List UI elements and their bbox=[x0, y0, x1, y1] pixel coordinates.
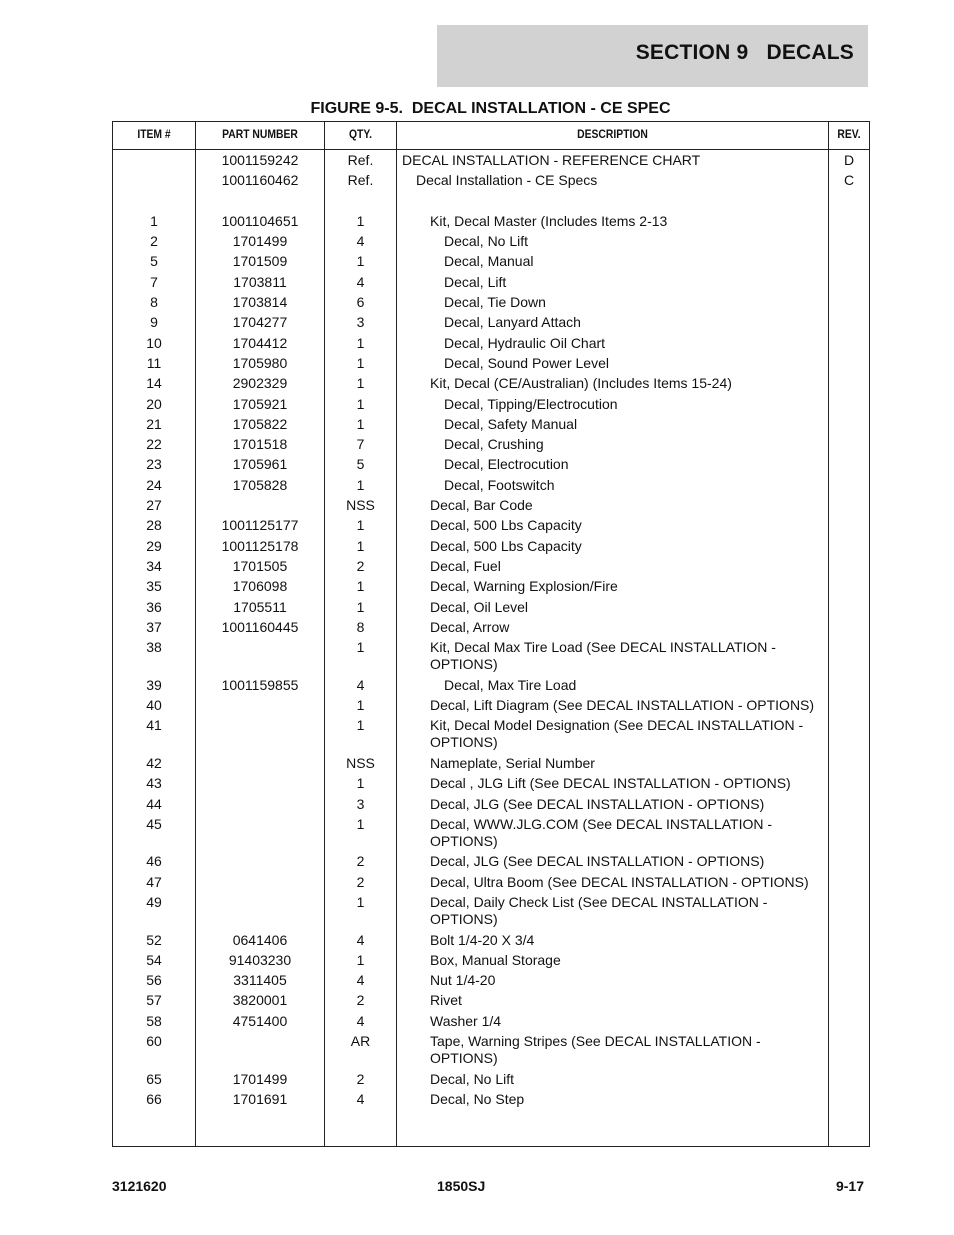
description-cell: Decal, No Lift bbox=[430, 1070, 515, 1087]
part-number-cell: 1701505 bbox=[232, 557, 288, 574]
part-number-cell: 1001160445 bbox=[221, 618, 299, 635]
description-cell: Nut 1/4-20 bbox=[430, 972, 496, 989]
description-cell: Decal, Arrow bbox=[430, 618, 510, 635]
item-cell: 57 bbox=[146, 992, 162, 1009]
qty-cell: 1 bbox=[356, 815, 365, 832]
description-cell: Decal, Oil Level bbox=[430, 598, 529, 615]
description-cell: Decal, Tipping/Electrocution bbox=[444, 395, 618, 412]
table-row bbox=[113, 211, 869, 231]
item-cell: 38 bbox=[146, 639, 162, 656]
item-cell: 14 bbox=[146, 375, 162, 392]
description-cell: Decal, Fuel bbox=[430, 557, 501, 574]
qty-cell: 1 bbox=[356, 639, 365, 656]
part-number-cell: 1001125178 bbox=[221, 537, 299, 554]
qty-cell: 4 bbox=[356, 233, 365, 250]
description-cell: Decal, Crushing bbox=[444, 436, 544, 453]
item-cell: 35 bbox=[146, 578, 162, 595]
item-cell: 54 bbox=[146, 951, 162, 968]
description-cell: Tape, Warning Stripes (See DECAL INSTALLATION - OPTIONS) bbox=[430, 1033, 761, 1067]
table-row bbox=[113, 414, 869, 434]
item-cell: 37 bbox=[146, 618, 162, 635]
footer-model: 1850SJ bbox=[437, 1178, 486, 1194]
qty-cell: 1 bbox=[356, 395, 365, 412]
description-cell: Rivet bbox=[430, 992, 462, 1009]
table-row bbox=[113, 333, 869, 353]
description-cell: Decal, JLG (See DECAL INSTALLATION - OPTIONS) bbox=[430, 853, 765, 870]
table-row bbox=[113, 1031, 869, 1069]
qty-cell: 3 bbox=[356, 795, 365, 812]
table-row bbox=[113, 353, 869, 373]
qty-cell: 1 bbox=[356, 212, 365, 229]
qty-cell: 1 bbox=[356, 415, 365, 432]
part-number-cell: 1001125177 bbox=[221, 517, 299, 534]
rev-cell: C bbox=[843, 172, 855, 189]
item-cell: 5 bbox=[150, 253, 158, 270]
description-cell: Decal, No Lift bbox=[444, 233, 529, 250]
qty-cell: 1 bbox=[356, 476, 365, 493]
item-cell: 47 bbox=[146, 873, 162, 890]
part-number-cell: 1701509 bbox=[232, 253, 288, 270]
table-row bbox=[113, 475, 869, 495]
part-number-cell: 2902329 bbox=[232, 375, 288, 392]
item-cell: 39 bbox=[146, 676, 162, 693]
description-cell: Box, Manual Storage bbox=[430, 951, 561, 968]
qty-cell: 1 bbox=[356, 375, 365, 392]
item-cell: 45 bbox=[146, 815, 162, 832]
item-cell: 20 bbox=[146, 395, 162, 412]
figure-title: FIGURE 9-5. DECAL INSTALLATION - CE SPEC bbox=[310, 100, 671, 117]
section-banner bbox=[437, 25, 868, 87]
table-row bbox=[113, 990, 869, 1010]
qty-cell: 1 bbox=[356, 598, 365, 615]
table-row bbox=[113, 373, 869, 393]
item-cell: 58 bbox=[146, 1012, 162, 1029]
table-row bbox=[113, 312, 869, 332]
table-row bbox=[113, 454, 869, 474]
description-cell: Nameplate, Serial Number bbox=[430, 754, 595, 771]
table-row bbox=[113, 930, 869, 950]
table-body bbox=[113, 150, 869, 1109]
description-cell: Decal, No Step bbox=[430, 1090, 525, 1107]
qty-cell: 2 bbox=[356, 557, 365, 574]
qty-cell: 1 bbox=[356, 951, 365, 968]
item-cell: 52 bbox=[146, 931, 162, 948]
description-cell: Bolt 1/4-20 X 3/4 bbox=[430, 931, 535, 948]
description-cell: Kit, Decal Master (Includes Items 2-13 bbox=[430, 212, 668, 229]
part-number-cell: 1001104651 bbox=[221, 212, 299, 229]
part-number-cell: 0641406 bbox=[232, 931, 288, 948]
qty-cell: 2 bbox=[356, 873, 365, 890]
table-row bbox=[113, 617, 869, 637]
part-number-cell: 1703814 bbox=[232, 294, 288, 311]
item-cell: 60 bbox=[146, 1033, 162, 1050]
table-row bbox=[113, 773, 869, 793]
qty-cell: 4 bbox=[356, 972, 365, 989]
item-cell: 36 bbox=[146, 598, 162, 615]
qty-cell: 4 bbox=[356, 1012, 365, 1029]
qty-cell: 1 bbox=[356, 578, 365, 595]
table-row bbox=[113, 892, 869, 930]
part-number-cell: 4751400 bbox=[232, 1012, 288, 1029]
rev-cell: D bbox=[843, 152, 855, 168]
item-cell: 23 bbox=[146, 456, 162, 473]
part-number-cell: 1705921 bbox=[232, 395, 288, 412]
qty-cell: 6 bbox=[356, 294, 365, 311]
item-cell: 9 bbox=[150, 314, 158, 331]
item-cell: 66 bbox=[146, 1090, 162, 1107]
item-cell: 7 bbox=[150, 273, 158, 290]
description-cell: DECAL INSTALLATION - REFERENCE CHART bbox=[402, 152, 701, 168]
table-row bbox=[113, 695, 869, 715]
item-cell: 28 bbox=[146, 517, 162, 534]
item-cell: 46 bbox=[146, 853, 162, 870]
item-cell: 43 bbox=[146, 775, 162, 792]
table-row bbox=[113, 597, 869, 617]
table-row bbox=[113, 434, 869, 454]
description-cell: Decal, Max Tire Load bbox=[444, 676, 577, 693]
qty-cell: 1 bbox=[356, 697, 365, 714]
table-row bbox=[113, 1011, 869, 1031]
qty-cell: Ref. bbox=[347, 152, 374, 168]
part-number-cell: 1705511 bbox=[233, 598, 287, 615]
qty-cell: 2 bbox=[356, 853, 365, 870]
item-cell: 24 bbox=[146, 476, 162, 493]
description-cell: Kit, Decal Max Tire Load (See DECAL INSTALLATION - OPTIONS) bbox=[430, 639, 776, 673]
part-number-cell: 1704277 bbox=[232, 314, 288, 331]
part-number-cell: 3820001 bbox=[232, 992, 288, 1009]
qty-cell: 5 bbox=[356, 456, 365, 473]
part-number-cell: 1001160462 bbox=[221, 172, 299, 189]
part-number-cell: 1701499 bbox=[232, 1070, 288, 1087]
table-row bbox=[113, 576, 869, 596]
footer-doc-number: 3121620 bbox=[112, 1178, 167, 1194]
table-row bbox=[113, 950, 869, 970]
description-cell: Decal, Footswitch bbox=[444, 476, 555, 493]
qty-cell: 4 bbox=[356, 931, 365, 948]
description-cell: Decal, Daily Check List (See DECAL INSTALLATION - OPTIONS) bbox=[430, 893, 768, 927]
table-row bbox=[113, 1089, 869, 1109]
header-qty: QTY. bbox=[348, 129, 373, 141]
qty-cell: 1 bbox=[356, 717, 365, 734]
qty-cell: 4 bbox=[356, 1090, 365, 1107]
part-number-cell: 1704412 bbox=[232, 334, 288, 351]
description-cell: Decal, Sound Power Level bbox=[444, 354, 609, 371]
part-number-cell: 91403230 bbox=[228, 951, 292, 968]
part-number-cell: 1001159855 bbox=[221, 676, 299, 693]
item-cell: 11 bbox=[146, 354, 162, 371]
footer-page-number: 9-17 bbox=[835, 1178, 864, 1194]
table-row bbox=[113, 251, 869, 271]
item-cell: 8 bbox=[150, 294, 158, 311]
table-row bbox=[113, 170, 869, 190]
qty-cell: NSS bbox=[346, 497, 375, 514]
part-number-cell: 3311405 bbox=[233, 972, 287, 989]
qty-cell: 1 bbox=[356, 253, 365, 270]
table-row bbox=[113, 851, 869, 871]
qty-cell: AR bbox=[350, 1033, 371, 1050]
table-row bbox=[113, 292, 869, 312]
table-row bbox=[113, 872, 869, 892]
table-row bbox=[113, 231, 869, 251]
description-cell: Kit, Decal (CE/Australian) (Includes Items 15-24) bbox=[430, 375, 732, 392]
table-row bbox=[113, 814, 869, 852]
description-cell: Decal, Bar Code bbox=[430, 497, 533, 514]
qty-cell: 2 bbox=[356, 992, 365, 1009]
table-row bbox=[113, 794, 869, 814]
item-cell: 29 bbox=[146, 537, 162, 554]
table-row bbox=[113, 556, 869, 576]
description-cell: Decal, Ultra Boom (See DECAL INSTALLATION - OPTIONS) bbox=[430, 873, 809, 890]
description-cell: Decal, Hydraulic Oil Chart bbox=[444, 334, 606, 351]
part-number-cell: 1705822 bbox=[232, 415, 288, 432]
item-cell: 2 bbox=[150, 233, 158, 250]
description-cell: Decal, Tie Down bbox=[444, 294, 546, 311]
description-cell: Kit, Decal Model Designation (See DECAL INSTALLATION - OPTIONS) bbox=[430, 717, 804, 751]
description-cell: Decal, Warning Explosion/Fire bbox=[430, 578, 618, 595]
description-cell: Decal, Electrocution bbox=[444, 456, 569, 473]
qty-cell: 1 bbox=[356, 354, 365, 371]
item-cell: 65 bbox=[146, 1070, 162, 1087]
qty-cell: NSS bbox=[346, 754, 375, 771]
item-cell: 44 bbox=[146, 795, 162, 812]
item-cell: 42 bbox=[146, 754, 162, 771]
description-cell: Decal , JLG Lift (See DECAL INSTALLATION - OPTIONS) bbox=[430, 775, 791, 792]
description-cell: Washer 1/4 bbox=[430, 1012, 502, 1029]
description-cell: Decal, Lanyard Attach bbox=[444, 314, 581, 331]
description-cell: Decal, Lift Diagram (See DECAL INSTALLATION - OPTIONS) bbox=[430, 697, 815, 714]
part-number-cell: 1705980 bbox=[232, 354, 288, 371]
qty-cell: 1 bbox=[356, 537, 365, 554]
item-cell: 21 bbox=[146, 415, 162, 432]
qty-cell: Ref. bbox=[347, 172, 374, 189]
description-cell: Decal, 500 Lbs Capacity bbox=[430, 537, 582, 554]
item-cell: 22 bbox=[146, 436, 162, 453]
section-title: SECTION 9 DECALS bbox=[635, 41, 854, 64]
part-number-cell: 1001159242 bbox=[221, 152, 299, 168]
part-number-cell: 1701518 bbox=[232, 436, 288, 453]
table-row bbox=[113, 970, 869, 990]
item-cell: 10 bbox=[146, 334, 162, 351]
qty-cell: 1 bbox=[356, 893, 365, 910]
qty-cell: 4 bbox=[356, 273, 365, 290]
table-row bbox=[113, 753, 869, 773]
description-cell: Decal, WWW.JLG.COM (See DECAL INSTALLATION - OPTIONS) bbox=[430, 815, 773, 849]
qty-cell: 2 bbox=[356, 1070, 365, 1087]
item-cell: 1 bbox=[150, 212, 158, 229]
table-row bbox=[113, 536, 869, 556]
qty-cell: 1 bbox=[356, 775, 365, 792]
part-number-cell: 1701499 bbox=[232, 233, 288, 250]
table-row bbox=[113, 675, 869, 695]
table-row bbox=[113, 272, 869, 292]
qty-cell: 7 bbox=[356, 436, 365, 453]
table-row-spacer bbox=[113, 191, 869, 211]
table-row bbox=[113, 150, 869, 170]
header-description: DESCRIPTION bbox=[577, 129, 648, 141]
header-rev: REV. bbox=[837, 129, 861, 141]
item-cell: 49 bbox=[146, 893, 162, 910]
description-cell: Decal, Manual bbox=[444, 253, 534, 270]
qty-cell: 1 bbox=[356, 517, 365, 534]
description-cell: Decal, 500 Lbs Capacity bbox=[430, 517, 582, 534]
table-row bbox=[113, 495, 869, 515]
header-item: ITEM # bbox=[137, 129, 171, 141]
description-cell: Decal, Lift bbox=[444, 273, 507, 290]
part-number-cell: 1705828 bbox=[232, 476, 288, 493]
part-number-cell: 1706098 bbox=[232, 578, 288, 595]
item-cell: 40 bbox=[146, 697, 162, 714]
qty-cell: 8 bbox=[356, 618, 365, 635]
description-cell: Decal, JLG (See DECAL INSTALLATION - OPTIONS) bbox=[430, 795, 765, 812]
description-cell: Decal, Safety Manual bbox=[444, 415, 578, 432]
table-row bbox=[113, 715, 869, 753]
part-number-cell: 1703811 bbox=[233, 273, 287, 290]
table-row bbox=[113, 394, 869, 414]
description-cell: Decal Installation - CE Specs bbox=[416, 172, 598, 189]
parts-table bbox=[112, 121, 870, 1147]
header-part-number: PART NUMBER bbox=[222, 129, 298, 141]
part-number-cell: 1705961 bbox=[232, 456, 288, 473]
item-cell: 41 bbox=[146, 717, 162, 734]
table-row bbox=[113, 1069, 869, 1089]
item-cell: 56 bbox=[146, 972, 162, 989]
table-header bbox=[113, 122, 869, 150]
qty-cell: 1 bbox=[356, 334, 365, 351]
item-cell: 27 bbox=[146, 497, 162, 514]
qty-cell: 3 bbox=[356, 314, 365, 331]
table-row bbox=[113, 637, 869, 675]
qty-cell: 4 bbox=[356, 676, 365, 693]
table-row bbox=[113, 515, 869, 535]
item-cell: 34 bbox=[146, 557, 162, 574]
part-number-cell: 1701691 bbox=[232, 1090, 288, 1107]
